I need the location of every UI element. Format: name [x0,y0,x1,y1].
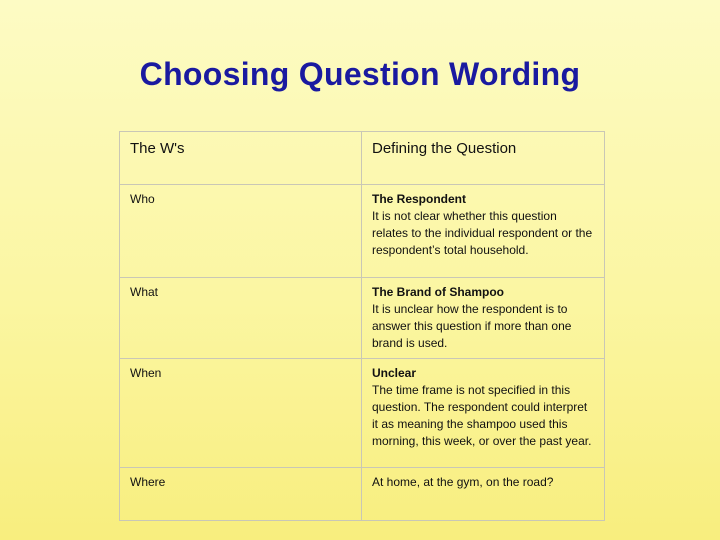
definition-heading: The Respondent [372,192,467,206]
table-row-who [120,185,605,278]
header-defining: Defining the Question [362,132,605,185]
row-label-when [120,359,362,468]
row-definition-who [362,185,605,278]
definition-heading: The Brand of Shampoo [372,285,504,299]
definition-text: At home, at the gym, on the road? [372,475,554,489]
row-label-text: Where [130,475,166,489]
row-label-where [120,468,362,521]
row-label-text: When [130,366,162,380]
definition-text: The time frame is not specified in this question. The respondent could interpret it as meaning the shampoo used this morning, this week, or over the past year. [372,383,592,448]
definition-text: It is not clear whether this question relates to the individual respondent or the respondent’s total household. [372,209,593,257]
row-definition-what [362,278,605,359]
row-label-text: Who [130,192,155,206]
definition-text: It is unclear how the respondent is to answer this question if more than one brand is used. [372,302,572,350]
definition-heading: Unclear [372,366,417,380]
question-wording-table [119,131,605,521]
row-label-text: What [130,285,159,299]
row-definition-when [362,359,605,468]
row-definition-where [362,468,605,521]
row-label-who [120,185,362,278]
table-row-where [120,468,605,521]
row-label-what [120,278,362,359]
table-row-when [120,359,605,468]
slide-title: Choosing Question Wording [139,56,581,92]
table-header-row [120,132,605,185]
table-row-what [120,278,605,359]
header-ws: The W's [120,132,362,185]
